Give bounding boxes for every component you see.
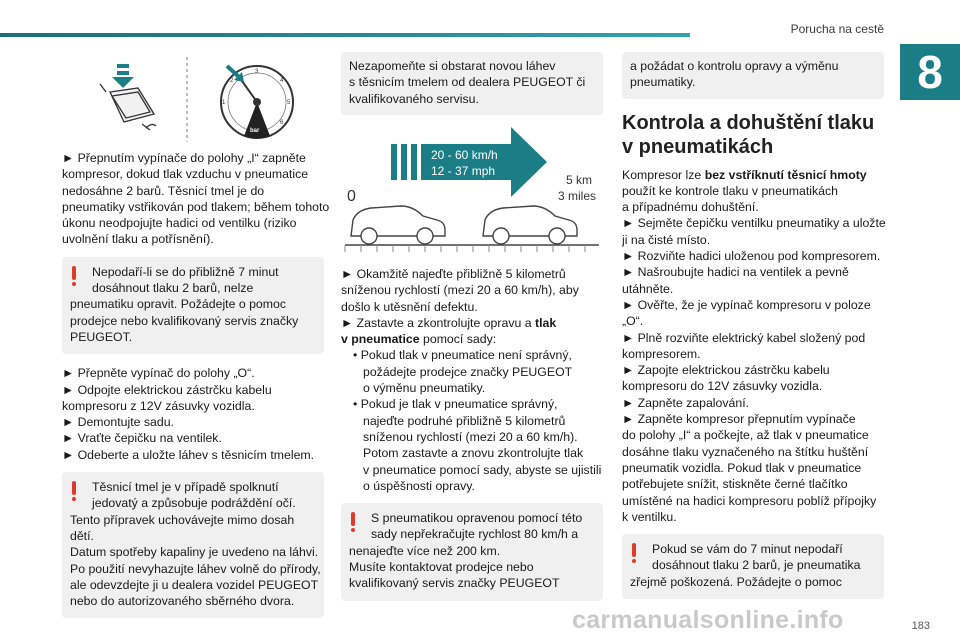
warning-box-sealant: Těsnicí tmel je v případě spolknutí jedovatý a způsobuje podráždění očí. Tento přípravek uchovávejte mimo dosah dětí. Datum spotřeby kapaliny je uvedeno na láhvi. Po použití nevyhazujte láhev volně do přírody, ale odevzdejte ji u dealera vozidel PEUGEOT nebo do autorizovaného sběrného dvora.	[62, 472, 324, 618]
gauge-tick-1: 1	[222, 100, 226, 106]
gauge-unit: bar	[250, 128, 260, 134]
inflation-steps: ► Sejměte čepičku ventilku pneumatiky a uložte ji na čisté místo. ► Rozviňte hadici uloženou pod kompresorem. ► Našroubujte hadici na ventilek a pevně utáhněte. ► Ověřte, že je vypínač kompresoru v poloze „O“. ► Plně rozviňte elektrický kabel složený pod kompresorem. ► Zapojte elektrickou zástrčku kabelu kompresoru do 12V zásuvky vozidla. ► Zapněte zapalování. ► Zapněte kompresor přepnutím vypínače do polohy „I“ a počkejte, až tlak v pneumatice dosáhne tlaku vyznačeného na štítku huštění pneumatik vozidla. Pokud tlak v pneumatice potřebujete snížit, stiskněte černé tlačítko umístěné na hadici kompresoru poblíž přípojky k ventilku.	[622, 216, 886, 524]
speed-mph-label: 12 - 37 mph	[431, 164, 496, 178]
gauge-tick-4: 4	[280, 78, 284, 84]
gauge-tick-5: 5	[287, 100, 291, 106]
pressure-gauge-icon	[221, 66, 293, 138]
step-drive: ► Okamžitě najeďte přibližně 5 kilometrů sníženou rychlostí (mezi 20 a 60 km/h), aby došlo k utěsnění defektu.	[341, 267, 579, 314]
step-check: ► Zastavte a zkontrolujte opravu a tlak v pneumatice pomocí sady:	[341, 315, 557, 347]
warning-box-damaged-tyre: Pokud se vám do 7 minut nepodaří dosáhnout tlaku 2 barů, je pneumatika zřejmě poškozená. Požádejte o pomoc	[622, 534, 884, 599]
car-end-icon	[483, 206, 577, 244]
warning-box-pressure: Nepodaří-li se do přibližně 7 minut dosáhnout tlaku 2 barů, nelze pneumatiku opravit. Požádejte o pomoc prodejce nebo kvalifikovaný servis značky PEUGEOT.	[62, 257, 324, 354]
check-bullets: • Pokud tlak v pneumatice není správný, požádejte prodejce značky PEUGEOT o výměnu pneumatiky. • Pokud je tlak v pneumatice správný, najeďte podruhé přibližně 5 kilometrů sníženou rychlostí (mezi 20 a 60 km/h). Potom zastavte a znovu zkontrolujte tlak v pneumatice pomocí sady, abyste se ujistili o úspěšnosti opravy.	[353, 348, 602, 493]
chapter-number: 8	[900, 44, 960, 100]
switch-icon	[100, 84, 156, 130]
car-start-icon	[351, 206, 445, 244]
steps-disconnect: ► Přepněte vypínač do polohy „O“. ► Odpojte elektrickou zástrčku kabelu kompresoru z 12V zásuvky vozidla. ► Demontujte sadu. ► Vraťte čepičku na ventilek. ► Odeberte a uložte láhev s těsnicím tmelem.	[62, 366, 315, 462]
header-accent-line	[0, 33, 690, 37]
gauge-tick-6: 6	[280, 120, 284, 126]
intro-text: Kompresor lze bez vstříknutí těsnicí hmoty použít ke kontrole tlaku v pneumatikách a případnému dohuštění.	[622, 167, 867, 215]
column-2	[341, 52, 603, 121]
gauge-tick-2: 2	[230, 78, 234, 84]
gauge-tick-3: 3	[255, 69, 259, 75]
start-distance-label: 0	[347, 188, 356, 205]
column-2-body	[341, 266, 603, 612]
column-3	[622, 52, 884, 610]
driving-illustration	[341, 124, 603, 262]
step-switch-on: ► Přepnutím vypínače do polohy „I“ zapněte kompresor, dokud tlak vzduchu v pneumatice nedosáhne 2 barů. Těsnicí tmel je do pneumatiky vstřikován pod tlakem; během tohoto úkonu neodpojujte hadici od ventilku (riziko uvolnění tlaku a potřísnění).	[62, 151, 330, 247]
speed-kmh-label: 20 - 60 km/h	[431, 148, 498, 162]
note-box-continued: a požádat o kontrolu opravy a výměnu pneumatiky.	[622, 52, 884, 99]
road-pattern	[345, 245, 585, 252]
section-title: Porucha na cestě	[790, 22, 884, 36]
warning-box-speed-limit: S pneumatikou opravenou pomocí této sady nepřekračujte rychlost 80 km/h a nenajeďte více než 200 km. Musíte kontaktovat prodejce nebo kvalifikovaný servis značky PEUGEOT	[341, 503, 603, 600]
warning-icon	[351, 512, 356, 531]
column-1	[62, 150, 330, 629]
section-heading: Kontrola a dohuštění tlaku v pneumatikách	[622, 111, 875, 158]
distance-km-label: 5 km	[566, 173, 593, 187]
watermark: carmanualsonline.info	[572, 606, 844, 634]
speed-arrow-icon	[391, 127, 547, 197]
push-arrow-icon	[112, 64, 134, 88]
distance-miles-label: 3 miles	[558, 189, 597, 203]
page-number: 183	[911, 620, 930, 632]
compressor-illustration	[62, 52, 322, 148]
note-box-new-bottle: Nezapomeňte si obstarat novou láhev s těsnicím tmelem od dealera PEUGEOT či kvalifikovaného servisu.	[341, 52, 603, 115]
warning-icon	[72, 266, 77, 285]
warning-icon	[72, 481, 77, 500]
warning-icon	[632, 543, 637, 562]
